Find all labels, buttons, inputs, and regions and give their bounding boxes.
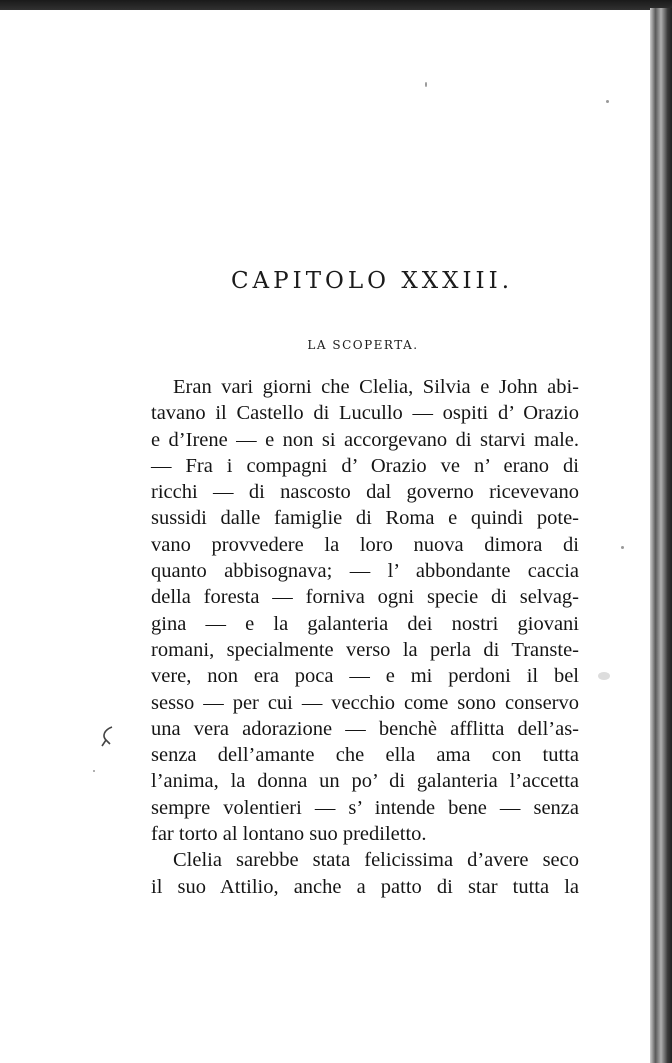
text-line: far torto al lontano suo prediletto. [151,823,427,846]
margin-pencil-mark [96,724,118,750]
scan-speck [425,82,427,87]
text-line: il suo Attilio, anche a patto di star tutta la [151,875,579,898]
chapter-subtitle: LA SCOPERTA. [307,338,419,352]
text-line: l’anima, la donna un po’ di galanteria l’accetta [151,770,579,793]
text-line: della foresta — forniva ogni specie di selvag- [151,586,579,609]
scan-speck [621,546,624,549]
text-line: una vera adorazione — benchè afflitta dell’as- [151,717,579,740]
text-line: ricchi — di nascosto dal governo ricevevano [151,481,579,504]
text-line: romani, specialmente verso la perla di Transte- [151,638,579,661]
text-line: senza dell’amante che ella ama con tutta [151,744,579,767]
scan-speck [606,100,609,103]
text-line: tavano il Castello di Lucullo — ospiti d’ Orazio [151,402,579,425]
text-line: Clelia sarebbe stata felicissima d’avere seco [173,849,579,872]
text-line: sussidi dalle famiglie di Roma e quindi pote- [151,507,579,530]
text-line: vano provvedere la loro nuova dimora di [151,533,579,556]
scan-speck [93,770,95,772]
page-edge-shadow [650,8,672,1063]
text-line: vere, non era poca — e mi perdoni il bel [151,665,579,688]
text-line: quanto abbisognava; — l’ abbondante caccia [151,560,579,583]
text-line: sempre volentieri — s’ intende bene — senza [151,796,579,819]
text-line: gina — e la galanteria dei nostri giovani [151,612,579,635]
text-line: — Fra i compagni d’ Orazio ve n’ erano di [151,454,579,477]
text-line: e d’Irene — e non si accorgevano di starvi male. [151,428,579,451]
body-text [151,374,579,900]
text-line: Eran vari giorni che Clelia, Silvia e John abi- [173,376,579,398]
text-line: sesso — per cui — vecchio come sono conservo [151,691,579,714]
scan-speck [598,672,610,680]
chapter-title: CAPITOLO XXXIII. [230,268,514,294]
